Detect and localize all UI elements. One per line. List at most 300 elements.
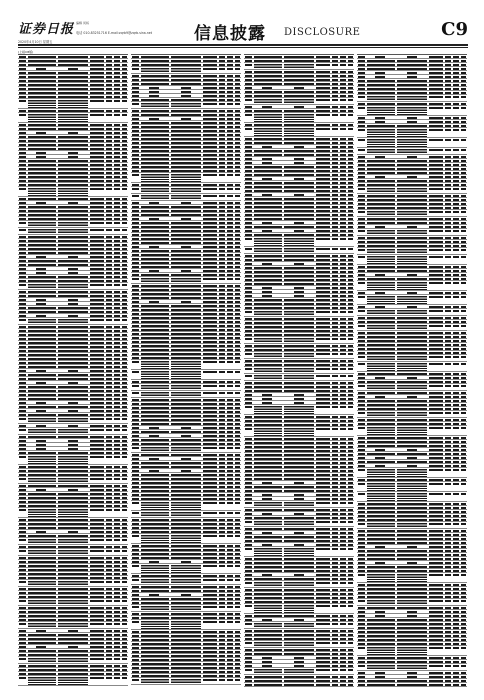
table-cell: [106, 406, 112, 408]
table-cell: [397, 574, 427, 582]
table-cell: [461, 412, 466, 414]
table-cell: [358, 363, 365, 365]
table-row: [357, 229, 467, 236]
table-cell: [171, 114, 201, 116]
table-cell: [397, 600, 427, 605]
table-cell: [348, 386, 353, 388]
table-cell: [90, 311, 104, 313]
table-cell: [90, 478, 104, 480]
table-cell: [122, 493, 127, 495]
table-cell: [397, 80, 427, 82]
table-cell: [219, 262, 225, 264]
table-cell: [122, 260, 127, 262]
table-row: [244, 547, 354, 557]
table-cell: [28, 164, 56, 166]
table-cell: [19, 370, 26, 372]
table-cell: [461, 631, 466, 633]
table-cell: [332, 642, 338, 644]
table-cell: [114, 410, 120, 412]
table-cell: [316, 360, 330, 362]
table-cell: [219, 138, 225, 140]
table-cell: [235, 270, 240, 272]
table-cell: [203, 667, 217, 669]
table-cell: [171, 250, 201, 252]
table-cell: [407, 76, 417, 78]
table-cell: [19, 654, 26, 656]
table-cell: [367, 381, 395, 383]
table-cell: [340, 360, 346, 362]
table-cell: [19, 378, 26, 380]
table-cell: [348, 206, 353, 208]
table-cell: [367, 542, 395, 544]
table-cell: [203, 246, 217, 248]
table-cell: [348, 162, 353, 164]
table-cell: [141, 590, 169, 592]
table-cell: [367, 68, 395, 70]
table-row: [18, 283, 128, 290]
table-cell: [122, 280, 127, 282]
table-cell: [332, 498, 338, 500]
table-cell: [106, 342, 112, 344]
table-cell: [171, 462, 201, 464]
table-cell: [132, 435, 139, 437]
table-cell: [19, 497, 26, 499]
table-cell: [254, 248, 282, 253]
editor-credit: 编辑 何杨: [76, 21, 89, 25]
table-cell: [58, 184, 88, 186]
table-cell: [122, 658, 127, 660]
table-cell: [367, 550, 395, 552]
table-cell: [122, 252, 127, 254]
table-cell: [141, 258, 169, 260]
table-cell: [397, 441, 427, 443]
table-cell: [235, 407, 240, 409]
table-cell: [28, 244, 56, 246]
table-cell: [348, 263, 353, 265]
table-cell: [316, 64, 330, 66]
table-cell: [358, 657, 365, 659]
table-cell: [132, 79, 139, 81]
table-cell: [284, 517, 314, 519]
table-cell: [453, 226, 459, 228]
table-cell: [203, 333, 217, 335]
table-cell: [106, 152, 112, 154]
table-cell: [245, 190, 252, 192]
table-cell: [375, 449, 385, 451]
table-cell: [245, 170, 252, 172]
table-cell: [397, 184, 427, 186]
table-cell: [429, 172, 443, 174]
table-cell: [114, 92, 120, 94]
table-cell: [316, 634, 330, 636]
table-cell: [348, 214, 353, 216]
table-cell: [332, 178, 338, 180]
table-cell: [19, 354, 26, 356]
table-cell: [19, 198, 26, 200]
table-cell: [340, 570, 346, 572]
table-cell: [367, 592, 395, 594]
table-cell: [461, 445, 466, 447]
table-cell: [254, 642, 282, 647]
table-cell: [171, 575, 201, 577]
table-cell: [367, 643, 395, 645]
table-cell: [445, 56, 451, 58]
table-cell: [227, 443, 233, 445]
table-cell: [203, 174, 217, 176]
table-cell: [316, 562, 330, 564]
table-cell: [445, 672, 451, 674]
table-cell: [340, 669, 346, 671]
table-cell: [332, 676, 338, 678]
table-cell: [453, 657, 459, 659]
table-cell: [122, 665, 127, 667]
table-cell: [461, 635, 466, 637]
table-cell: [397, 570, 427, 572]
table-cell: [106, 88, 112, 90]
table-cell: [245, 680, 252, 682]
table-cell: [375, 562, 385, 564]
table-cell: [348, 382, 353, 384]
table-cell: [254, 634, 282, 636]
table-cell: [19, 425, 26, 427]
table-cell: [367, 373, 395, 375]
table-cell: [397, 419, 427, 421]
table-cell: [332, 680, 338, 682]
table-cell: [245, 202, 252, 204]
table-cell: [114, 550, 120, 552]
section-title: 信息披露: [194, 24, 266, 44]
table-cell: [453, 149, 459, 151]
table-cell: [461, 241, 466, 243]
table-cell: [141, 490, 169, 492]
table-cell: [19, 650, 26, 652]
table-cell: [461, 558, 466, 560]
table-cell: [90, 96, 104, 98]
table-cell: [348, 210, 353, 212]
table-cell: [122, 466, 127, 468]
table-cell: [90, 619, 104, 621]
table-cell: [58, 600, 88, 605]
table-cell: [316, 517, 330, 519]
table-cell: [461, 176, 466, 178]
table-cell: [316, 75, 330, 77]
table-cell: [106, 260, 112, 262]
table-cell: [149, 87, 159, 89]
table-cell: [235, 462, 240, 464]
table-cell: [332, 259, 338, 261]
table-cell: [332, 394, 338, 396]
table-cell: [407, 292, 417, 294]
table-cell: [245, 124, 252, 126]
table-cell: [340, 226, 346, 228]
table-cell: [90, 100, 104, 102]
table-cell: [58, 214, 88, 216]
table-cell: [114, 370, 120, 372]
table-cell: [28, 60, 56, 62]
table-cell: [141, 371, 169, 379]
table-cell: [132, 274, 139, 276]
table-cell: [358, 156, 365, 158]
table-cell: [340, 353, 346, 355]
table-cell: [141, 64, 169, 66]
table-cell: [254, 338, 282, 343]
table-cell: [58, 509, 88, 517]
table-cell: [19, 596, 26, 598]
table-cell: [19, 588, 26, 590]
table-cell: [90, 607, 104, 609]
table-cell: [340, 462, 346, 464]
table-cell: [461, 222, 466, 224]
table-cell: [445, 129, 451, 131]
table-cell: [429, 296, 443, 298]
table-cell: [235, 598, 240, 600]
table-cell: [332, 589, 338, 591]
table-cell: [203, 68, 217, 70]
table-cell: [227, 545, 233, 547]
table-row: [357, 148, 467, 155]
table-cell: [367, 574, 395, 582]
table-cell: [332, 206, 338, 208]
table-cell: [141, 443, 169, 445]
table-cell: [114, 374, 120, 376]
table-cell: [58, 64, 88, 66]
table-cell: [375, 56, 385, 58]
table-row: [18, 508, 128, 518]
table-cell: [235, 56, 240, 58]
table-cell: [219, 289, 225, 291]
table-cell: [106, 272, 112, 274]
table-cell: [219, 130, 225, 132]
table-cell: [316, 238, 330, 240]
table-cell: [58, 358, 88, 360]
table-cell: [348, 589, 353, 591]
table-cell: [132, 313, 139, 315]
table-cell: [122, 60, 127, 62]
table-cell: [461, 396, 466, 398]
table-cell: [122, 630, 127, 632]
table-cell: [141, 423, 169, 425]
table-cell: [58, 611, 88, 613]
table-cell: [284, 303, 314, 305]
table-cell: [316, 60, 330, 62]
table-cell: [90, 470, 104, 472]
table-cell: [358, 176, 365, 178]
table-cell: [461, 588, 466, 590]
table-cell: [58, 669, 88, 671]
table-cell: [68, 156, 78, 158]
table-cell: [397, 643, 427, 645]
table-cell: [397, 88, 427, 90]
table-cell: [332, 99, 338, 101]
table-row: [18, 455, 128, 465]
table-cell: [114, 634, 120, 636]
table-cell: [254, 458, 282, 460]
table-cell: [58, 466, 88, 468]
table-cell: [340, 349, 346, 351]
table-cell: [445, 615, 451, 617]
table-cell: [453, 523, 459, 525]
table-cell: [254, 630, 282, 632]
table-cell: [219, 545, 225, 547]
table-cell: [132, 466, 139, 468]
table-cell: [332, 138, 338, 140]
table-cell: [171, 289, 201, 291]
table-cell: [114, 669, 120, 671]
table-cell: [132, 535, 139, 537]
table-cell: [19, 634, 26, 636]
table-cell: [461, 465, 466, 467]
section-title-english: DISCLOSURE: [284, 27, 361, 38]
table-cell: [367, 203, 395, 205]
table-cell: [254, 680, 282, 682]
table-cell: [245, 338, 252, 340]
table-cell: [429, 619, 443, 621]
table-cell: [90, 160, 104, 162]
table-cell: [375, 306, 385, 308]
table-cell: [245, 466, 252, 468]
table-cell: [219, 598, 225, 600]
table-cell: [348, 593, 353, 595]
table-cell: [284, 71, 314, 73]
table-cell: [284, 234, 314, 236]
table-cell: [316, 466, 330, 468]
table-cell: [114, 110, 120, 112]
table-cell: [254, 353, 282, 358]
table-cell: [114, 646, 120, 648]
table-cell: [171, 663, 201, 665]
table-cell: [106, 398, 112, 400]
table-cell: [340, 170, 346, 172]
table-cell: [235, 60, 240, 62]
table-cell: [203, 274, 217, 276]
table-cell: [348, 498, 353, 500]
table-cell: [227, 214, 233, 216]
table-cell: [141, 325, 169, 327]
table-cell: [122, 264, 127, 266]
table-cell: [114, 418, 120, 420]
table-cell: [114, 114, 120, 116]
table-cell: [316, 162, 330, 164]
table-cell: [28, 291, 56, 293]
table-cell: [141, 575, 169, 577]
table-cell: [461, 325, 466, 327]
table-cell: [203, 250, 217, 252]
table-cell: [284, 150, 314, 152]
table-cell: [254, 649, 282, 651]
table-cell: [358, 396, 365, 398]
table-cell: [367, 278, 395, 280]
table-cell: [106, 350, 112, 352]
table-cell: [332, 186, 338, 188]
table-cell: [68, 410, 78, 412]
table-cell: [453, 363, 459, 365]
table-cell: [397, 125, 427, 127]
table-cell: [340, 494, 346, 496]
table-cell: [141, 419, 169, 421]
table-cell: [58, 248, 88, 250]
table-cell: [367, 245, 395, 247]
table-cell: [28, 188, 56, 196]
table-cell: [453, 160, 459, 162]
table-cell: [235, 561, 240, 563]
table-cell: [219, 494, 225, 496]
table-cell: [245, 482, 252, 484]
table-cell: [106, 110, 112, 112]
table-cell: [445, 344, 451, 346]
table-cell: [332, 486, 338, 488]
table-cell: [316, 630, 330, 632]
table-cell: [429, 64, 443, 66]
table-cell: [429, 408, 443, 410]
table-cell: [332, 255, 338, 257]
table-cell: [203, 635, 217, 637]
table-row: [357, 468, 467, 478]
table-cell: [445, 437, 451, 439]
table-cell: [254, 509, 282, 511]
table-cell: [132, 371, 139, 373]
table-cell: [445, 274, 451, 276]
table-cell: [106, 615, 112, 617]
table-cell: [235, 474, 240, 476]
table-cell: [171, 361, 201, 369]
table-cell: [227, 535, 233, 537]
table-cell: [227, 83, 233, 85]
table-cell: [397, 172, 427, 174]
table-cell: [114, 523, 120, 525]
table-cell: [122, 176, 127, 178]
table-cell: [28, 456, 56, 464]
table-cell: [219, 594, 225, 596]
table-cell: [36, 202, 46, 204]
table-cell: [114, 152, 120, 154]
table-cell: [332, 490, 338, 492]
table-cell: [245, 267, 252, 269]
table-cell: [429, 400, 443, 402]
table-cell: [203, 195, 217, 197]
table-cell: [316, 544, 330, 546]
table-cell: [28, 354, 56, 356]
table-cell: [36, 299, 46, 301]
table-cell: [453, 270, 459, 272]
table-cell: [358, 619, 365, 621]
table-row: [357, 683, 467, 687]
table-cell: [227, 110, 233, 112]
table-cell: [141, 309, 169, 311]
table-cell: [254, 299, 282, 301]
table-cell: [106, 315, 112, 317]
table-cell: [316, 114, 330, 116]
table-cell: [106, 650, 112, 652]
table-cell: [340, 517, 346, 519]
table-cell: [429, 627, 443, 629]
table-cell: [90, 474, 104, 476]
table-cell: [122, 673, 127, 675]
table-cell: [235, 470, 240, 472]
table-cell: [106, 60, 112, 62]
table-cell: [122, 596, 127, 598]
table-cell: [429, 256, 443, 258]
table-cell: [453, 511, 459, 513]
table-row: [244, 683, 354, 687]
table-cell: [245, 162, 252, 164]
table-cell: [453, 542, 459, 544]
table-cell: [90, 531, 104, 533]
table-row: [131, 370, 241, 380]
table-cell: [58, 535, 88, 537]
table-cell: [235, 439, 240, 441]
table-cell: [461, 211, 466, 213]
table-cell: [141, 75, 169, 77]
